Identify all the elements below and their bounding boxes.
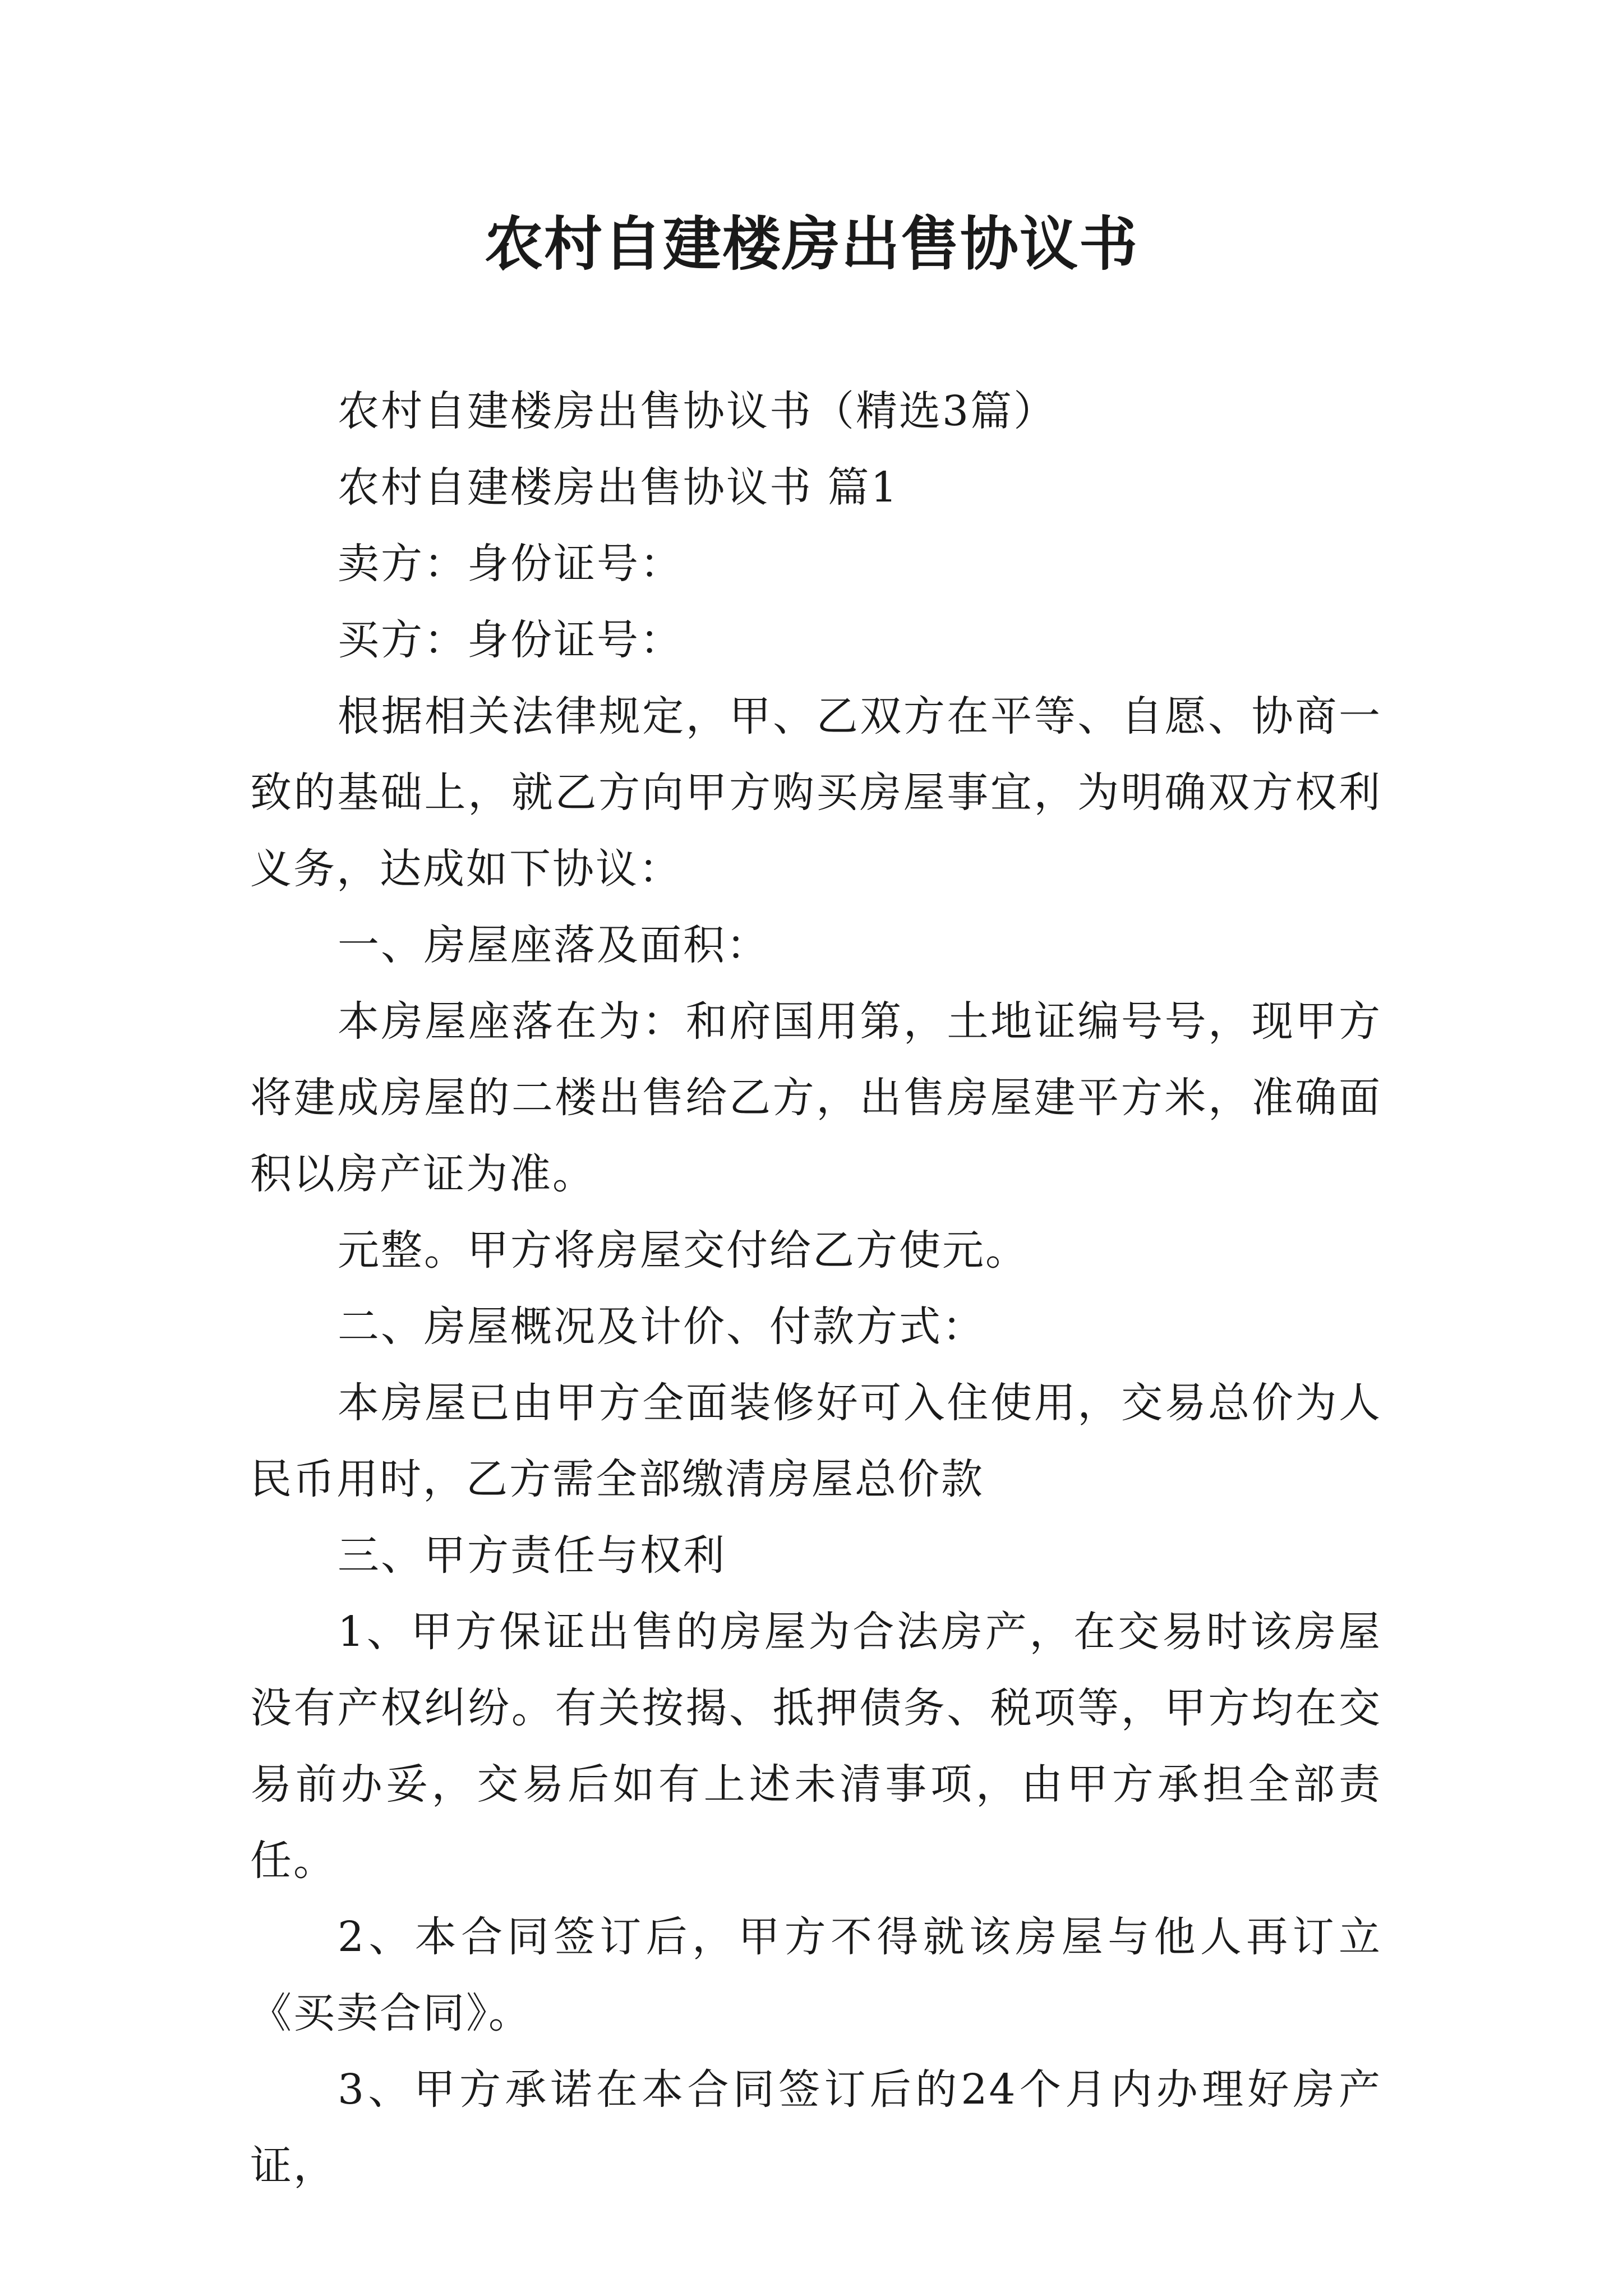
paragraph-seller: 卖方：身份证号： (338, 540, 683, 588)
document-body (250, 373, 1382, 2204)
paragraph-buyer: 买方：身份证号： (338, 616, 683, 664)
paragraph-price: 本房屋已由甲方全面装修好可入住使用，交易总价为人民币用时，乙方需全部缴清房屋总价款 (250, 1379, 1382, 1503)
paragraph-amount: 元整。甲方将房屋交付给乙方使元。 (338, 1226, 1029, 1274)
document-title: 农村自建楼房出售协议书 (484, 209, 1138, 278)
paragraph-clause-3-heading: 三、甲方责任与权利 (338, 1531, 726, 1580)
paragraph-location: 本房屋座落在为：和府国用第，土地证编号号，现甲方将建成房屋的二楼出售给乙方，出售房屋建平方米，准确面积以房产证为准。 (250, 997, 1382, 1198)
paragraph-item-1: 1、甲方保证出售的房屋为合法房产，在交易时该房屋没有产权纠纷。有关按揭、抵押债务、税项等，甲方均在交易前办妥，交易后如有上述未清事项，由甲方承担全部责任。 (250, 1608, 1382, 1885)
paragraph-subtitle: 农村自建楼房出售协议书（精选3篇） (338, 387, 1057, 435)
paragraph-item-2: 2、本合同签订后，甲方不得就该房屋与他人再订立《买卖合同》。 (250, 1913, 1382, 2037)
paragraph-clause-2-heading: 二、房屋概况及计价、付款方式： (338, 1303, 985, 1351)
paragraph-preamble: 根据相关法律规定，甲、乙双方在平等、自愿、协商一致的基础上，就乙方向甲方购买房屋事宜，为明确双方权利义务，达成如下协议： (250, 692, 1382, 893)
paragraph-item-3: 3、甲方承诺在本合同签订后的24个月内办理好房产证， (250, 2065, 1382, 2190)
paragraph-section-heading: 农村自建楼房出售协议书 篇1 (338, 463, 899, 512)
paragraph-clause-1-heading: 一、房屋座落及面积： (338, 921, 769, 969)
